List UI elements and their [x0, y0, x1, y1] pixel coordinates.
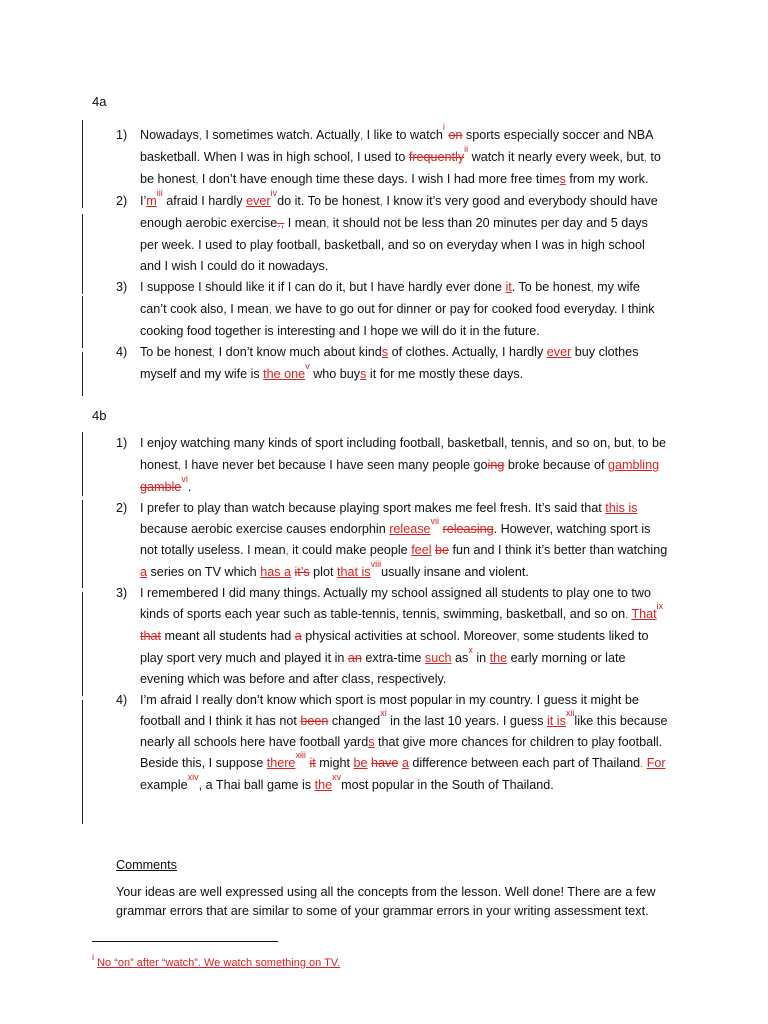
change-bar: [82, 432, 83, 496]
item-number: 4): [116, 345, 128, 359]
list-item: 3) I remembered I did many things. Actually my school assigned all students to play one to two kinds of sports each year such as table-tennis, tennis, swimming, basketball, and so on. That$^{ix}$ that meant all students had a physical activities at school. Moreover, some students liked to play sport very much and played it in an extra-time such as$^x$ in the early morning or late evening which was before and after class, respectively.: [108, 583, 668, 690]
item-number: 4): [116, 693, 128, 707]
footnote: [92, 952, 340, 969]
item-number: 2): [116, 501, 128, 515]
list-item: 4) To be honest, I don’t know much about kinds of clothes. Actually, I hardly ever buy clothes myself and my wife is the one$^v$ who buys it for me mostly these days.: [108, 342, 668, 385]
item-number: 3): [116, 586, 128, 600]
comments-body: Your ideas are well expressed using all the concepts from the lesson. Well done! There are a few grammar errors that are similar to some of your grammar errors in your writing assessment text.: [116, 885, 656, 918]
change-bar: [82, 120, 83, 208]
section-4a-heading: 4a: [92, 94, 107, 109]
section-4a-list: [108, 122, 668, 385]
footnote-text: No “on” after “watch”. We watch something on TV.: [97, 957, 341, 969]
section-4b-list: [108, 433, 668, 796]
list-item: 2) I prefer to play than watch because playing sport makes me feel fresh. It’s said that this is because aerobic exercise causes endorphin release$^{vii}$ releasing. However, watching sport is not totally useless. I mean, it could make people feel be fun and I think it’s better than watching a series on TV which has a it’s plot that is$^{viii}$usually insane and violent.: [108, 498, 668, 583]
item-number: 1): [116, 436, 128, 450]
comments-title: Comments: [116, 858, 177, 872]
list-item: 4) I’m afraid I really don’t know which sport is most popular in my country. I guess it might be football and I think it has not been changed$^{xi}$ in the last 10 years. I guess it is$^{xii}$like this because nearly all schools here have football yards that give more chances for children to play football. Beside this, I suppose there$^{xiii}$ it might be have a difference between each part of Thailand. For example$^{xiv}$, a Thai ball game is the$^{xv}$most popular in the South of Thailand.: [108, 690, 668, 796]
list-item: 1) I enjoy watching many kinds of sport including football, basketball, tennis, and so on, but, to be honest, I have never bet because I have seen many people going broke because of gambling gamble$^{vi}$.: [108, 433, 668, 498]
change-bar: [82, 700, 83, 824]
footnote-separator: [92, 941, 278, 942]
change-bar: [82, 214, 83, 294]
change-bar: [82, 352, 83, 396]
item-number: 3): [116, 280, 128, 294]
comments-section: [116, 856, 676, 921]
list-item: 2) I’m$^{iii}$ afraid I hardly ever$^{iv}$do it. To be honest, I know it’s very good and everybody should have enough aerobic exercise., I mean, it should not be less than 20 minutes per day and 5 days per week. I used to play football, basketball, and so on everyday when I was in high school and I wish I could do it nowadays.: [116, 188, 658, 273]
list-item: 3) I suppose I should like it if I can do it, but I have hardly ever done it. To be honest, my wife can’t cook also, I mean, we have to go out for dinner or pay for cooked food everyday. I think cooking food together is interesting and I hope we will do it in the future.: [108, 277, 668, 342]
section-4b-heading: 4b: [92, 408, 107, 423]
change-bar: [82, 500, 83, 588]
item-number: 1): [116, 128, 128, 142]
item-number: 2): [116, 194, 128, 208]
change-bar: [82, 592, 83, 696]
change-bar: [82, 296, 83, 348]
list-item: 1) Nowadays, I sometimes watch. Actually, I like to watch$^i$ on sports especially soccer and NBA basketball. When I was in high school, I used to frequently$^{ii}$ watch it nearly every week, but, to be honest, I don’t have enough time these days. I wish I had more free times from my work.: [116, 122, 661, 186]
footnote-mark: i: [92, 952, 94, 962]
